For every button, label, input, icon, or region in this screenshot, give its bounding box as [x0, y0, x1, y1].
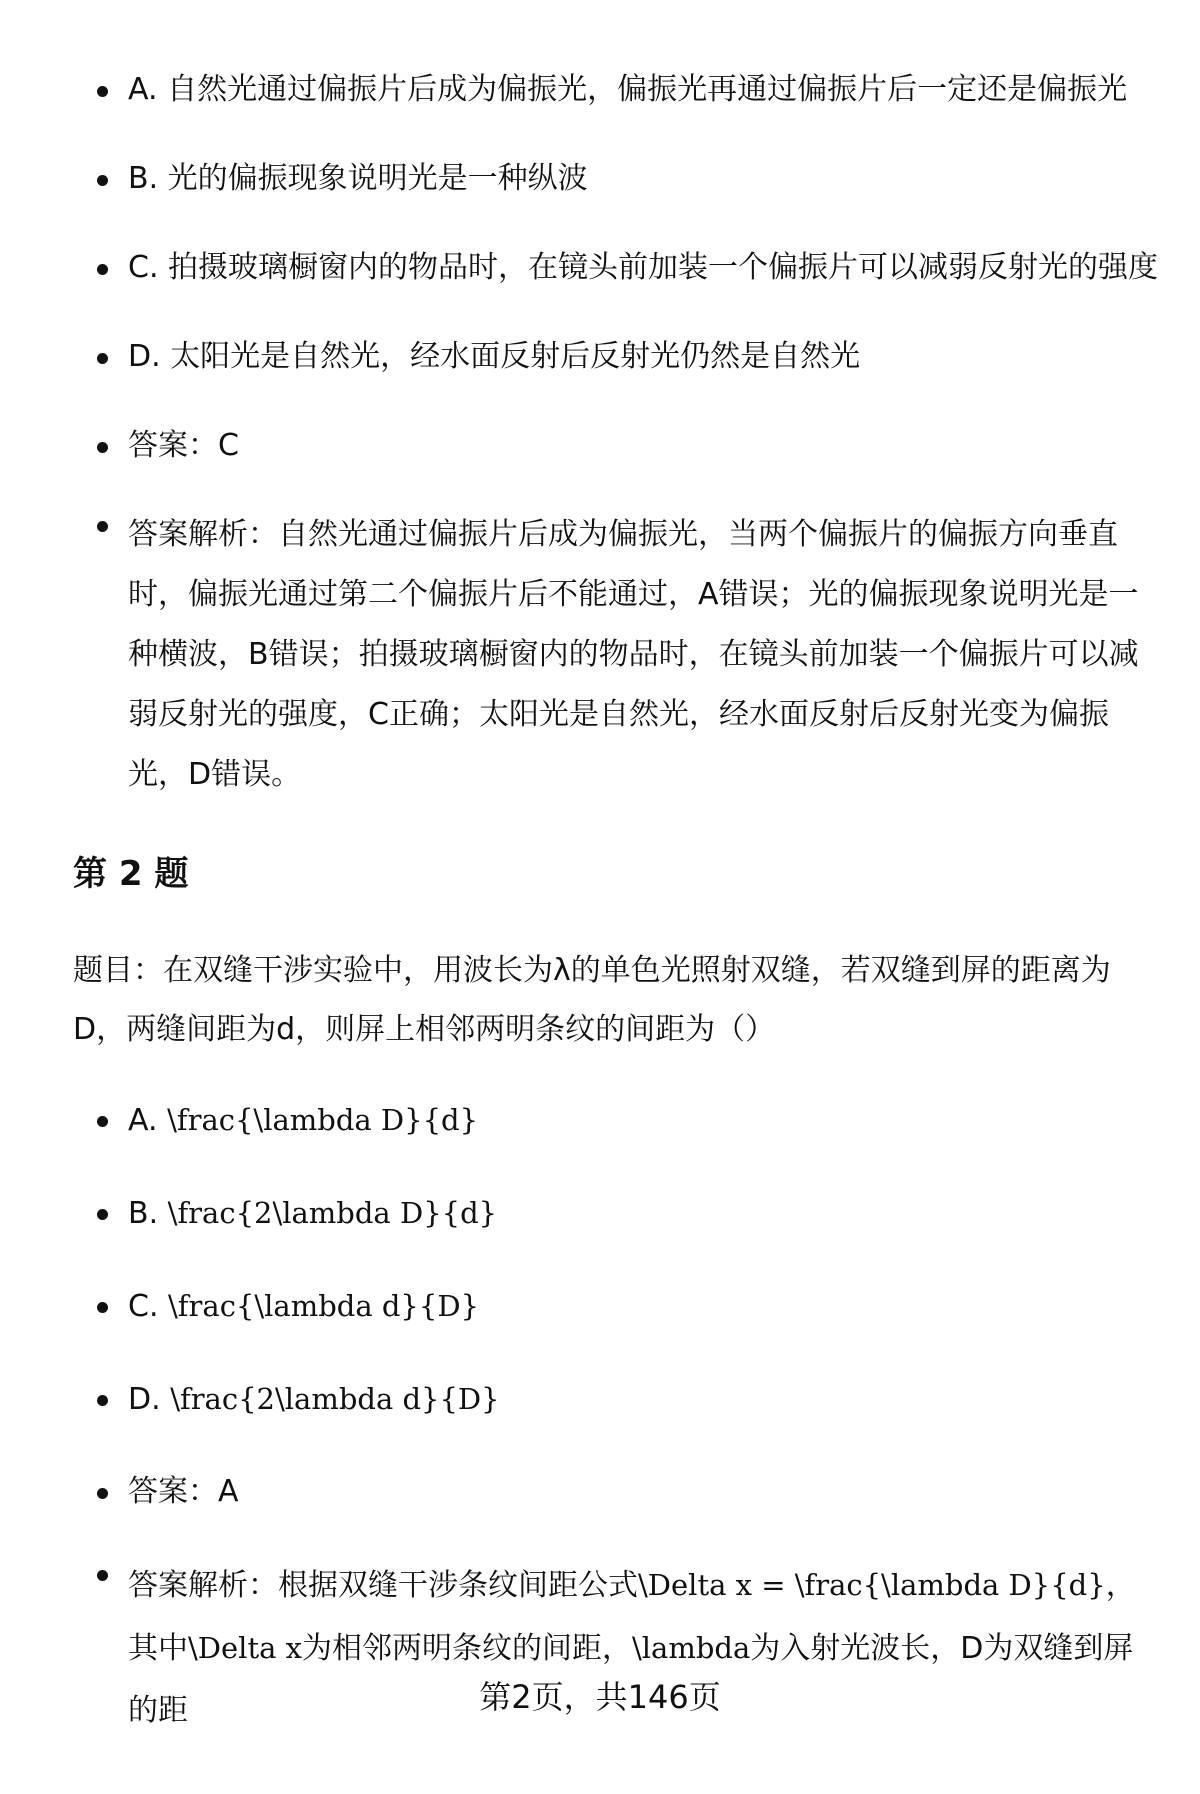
- option-label: C.: [128, 250, 159, 285]
- option-label: B.: [128, 1196, 159, 1231]
- explanation-formula: \Delta x: [188, 1631, 302, 1665]
- q1-option-b: [0, 159, 1200, 199]
- q2-question: 题目：在双缝干涉实验中，用波长为λ的单色光照射双缝，若双缝到屏的距离为D，两缝间距为d，则屏上相邻两明条纹的间距为（）: [73, 953, 1111, 1047]
- answer-text: 答案：C: [128, 428, 239, 463]
- option-label: A.: [128, 72, 158, 107]
- explanation-text: 为入射光波长，D为双缝到屏的距: [128, 1631, 1134, 1728]
- explanation-formula: \Delta x = \frac{\lambda D}{d}: [638, 1568, 1106, 1602]
- option-label: A.: [128, 1103, 158, 1138]
- q1-option-c: [0, 248, 1200, 288]
- explanation-text: ，其中: [128, 1568, 1136, 1666]
- option-text: 太阳光是自然光，经水面反射后反射光仍然是自然光: [170, 339, 861, 374]
- option-formula: \frac{\lambda d}{D}: [168, 1289, 480, 1323]
- answer-text: 答案：A: [128, 1474, 239, 1509]
- explanation-formula: \lambda: [631, 1631, 751, 1665]
- q1-option-list: [0, 70, 1200, 854]
- explanation-text: 为相邻两明条纹的间距，: [301, 1631, 632, 1666]
- explanation-text: 答案解析：根据双缝干涉条纹间距公式: [128, 1568, 638, 1603]
- explanation-text: 答案解析：自然光通过偏振片后成为偏振光，当两个偏振片的偏振方向垂直时，偏振光通过第二个偏振片后不能通过，A错误；光的偏振现象说明光是一种横波，B错误；拍摄玻璃橱窗内的物品时，在镜头前加装一个偏振片可以减弱反射光的强度，C正确；太阳光是自然光，经水面反射后反射光变为偏振光，D错误。: [128, 517, 1139, 792]
- option-text: 自然光通过偏振片后成为偏振光，偏振光再通过偏振片后一定还是偏振光: [167, 72, 1128, 107]
- option-label: C.: [128, 1289, 159, 1324]
- option-text: 光的偏振现象说明光是一种纵波: [167, 161, 588, 196]
- q2-option-a: [0, 1100, 1200, 1141]
- q2-answer: [0, 1472, 1200, 1512]
- q1-option-d: [0, 337, 1200, 377]
- q1-option-a: [0, 70, 1200, 110]
- option-text: 拍摄玻璃橱窗内的物品时，在镜头前加装一个偏振片可以减弱反射光的强度: [168, 250, 1159, 285]
- option-formula: \frac{2\lambda D}{d}: [167, 1196, 498, 1230]
- option-label: B.: [128, 161, 159, 196]
- q2-option-c: [0, 1286, 1200, 1327]
- q2-heading: 第 2 题: [73, 854, 189, 894]
- option-label: D.: [128, 339, 161, 374]
- q1-explanation: [0, 505, 1200, 805]
- page-footer: 第2页，共146页: [479, 1678, 721, 1716]
- option-label: D.: [128, 1382, 161, 1417]
- q1-answer: [0, 426, 1200, 466]
- q2-option-d: [0, 1379, 1200, 1420]
- option-formula: \frac{2\lambda d}{D}: [170, 1382, 500, 1416]
- q2-option-b: [0, 1193, 1200, 1234]
- option-formula: \frac{\lambda D}{d}: [167, 1103, 479, 1137]
